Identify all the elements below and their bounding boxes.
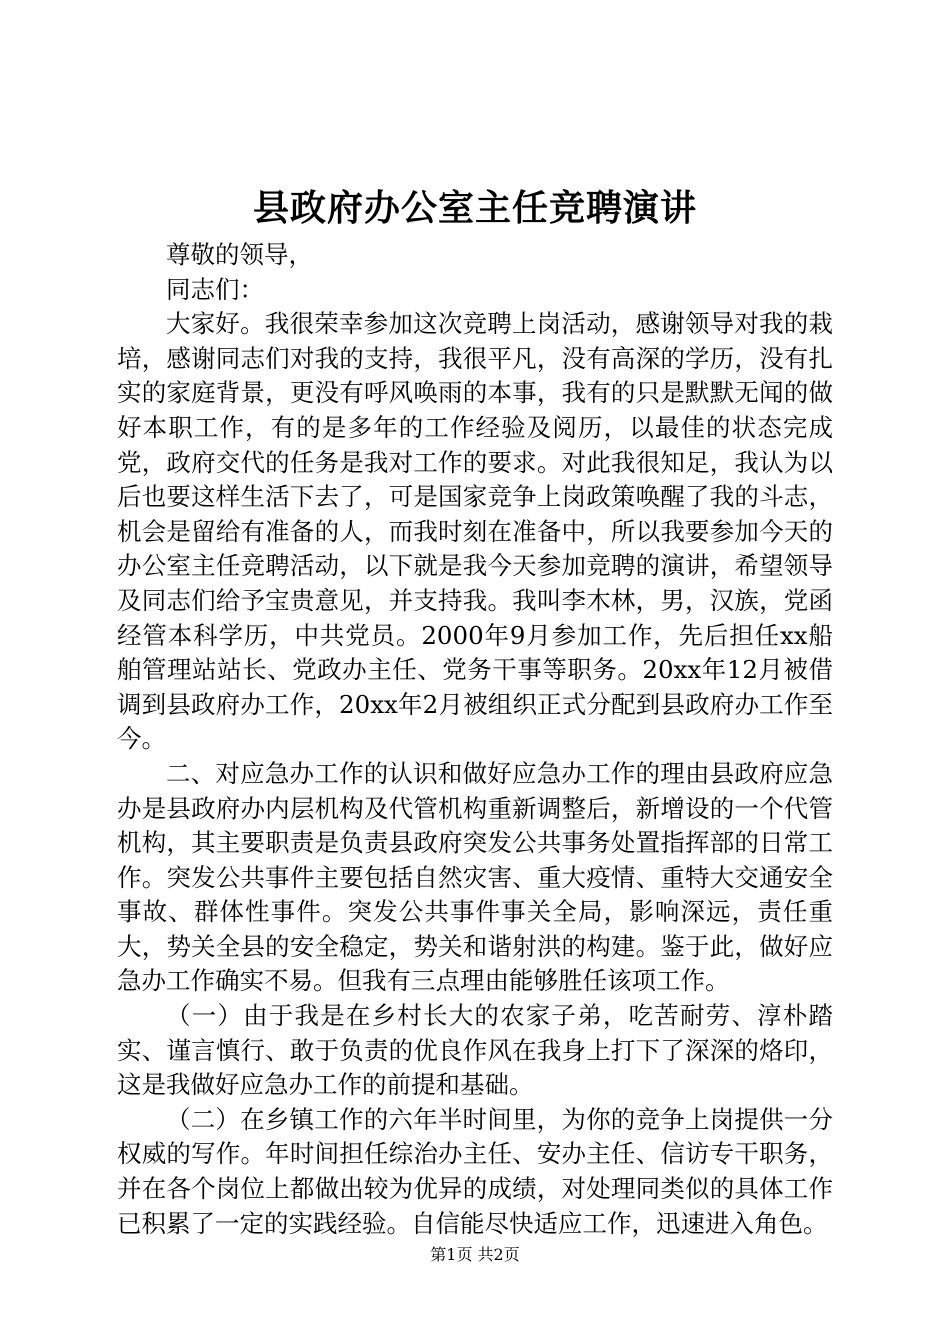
document-title: 县政府办公室主任竞聘演讲 bbox=[252, 187, 697, 229]
salutation-line: 尊敬的领导， bbox=[166, 240, 313, 269]
body-paragraph: （二）在乡镇工作的六年半时间里，为你的竞争上岗提供一分权威的写作。年时间担任综治办主任、安办主任、信访专干职务，并在各个岗位上都做出较为优异的成绩，对处理同类似的具体工作已积累了一定的实践经验。自信能尽快适应工作，迅速进入角色。 bbox=[117, 1104, 833, 1238]
body-paragraph: 大家好。我很荣幸参加这次竞聘上岗活动，感谢领导对我的栽培，感谢同志们对我的支持，我很平凡，没有高深的学历，没有扎实的家庭背景，更没有呼风唤雨的本事，我有的只是默默无闻的做好本职工作，有的是多年的工作经验及阅历，以最佳的状态完成党，政府交代的任务是我对工作的要求。对此我很知足，我认为以后也要这样生活下去了，可是国家竞争上岗政策唤醒了我的斗志，机会是留给有准备的人，而我时刻在准备中，所以我要参加今天的办公室主任竞聘活动，以下就是我今天参加竞聘的演讲，希望领导及同志们给予宝贵意见，并支持我。我叫李木林，男，汉族，党函经管本科学历，中共党员。2000年9月参加工作，先后担任xx船舶管理站站长、党政办主任、党务干事等职务。20xx年12月被借调到县政府办工作，20xx年2月被组织正式分配到县政府办工作至今。 bbox=[117, 309, 833, 754]
salutation-line: 同志们： bbox=[166, 274, 264, 304]
document-body bbox=[117, 238, 833, 1241]
body-paragraph: 二、对应急办工作的认识和做好应急办工作的理由县政府应急办是县政府办内层机构及代管机构重新调整后，新增设的一个代管机构，其主要职责是负责县政府突发公共事务处置指挥部的日常工作。突发公共事件主要包括自然灾害、重大疫情、重特大交通安全事故、群体性事件。突发公共事件事关全局，影响深远，责任重大，势关全县的安全稳定，势关和谐射洪的构建。鉴于此，做好应急办工作确实不易。但我有三点理由能够胜任该项工作。 bbox=[117, 758, 833, 996]
body-paragraph: （一）由于我是在乡村长大的农家子弟，吃苦耐劳、淳朴踏实、谨言慎行、敢于负责的优良作风在我身上打下了深深的烙印，这是我做好应急办工作的前提和基础。 bbox=[117, 1001, 833, 1100]
page-footer: 第1页 共2页 bbox=[430, 1245, 520, 1264]
